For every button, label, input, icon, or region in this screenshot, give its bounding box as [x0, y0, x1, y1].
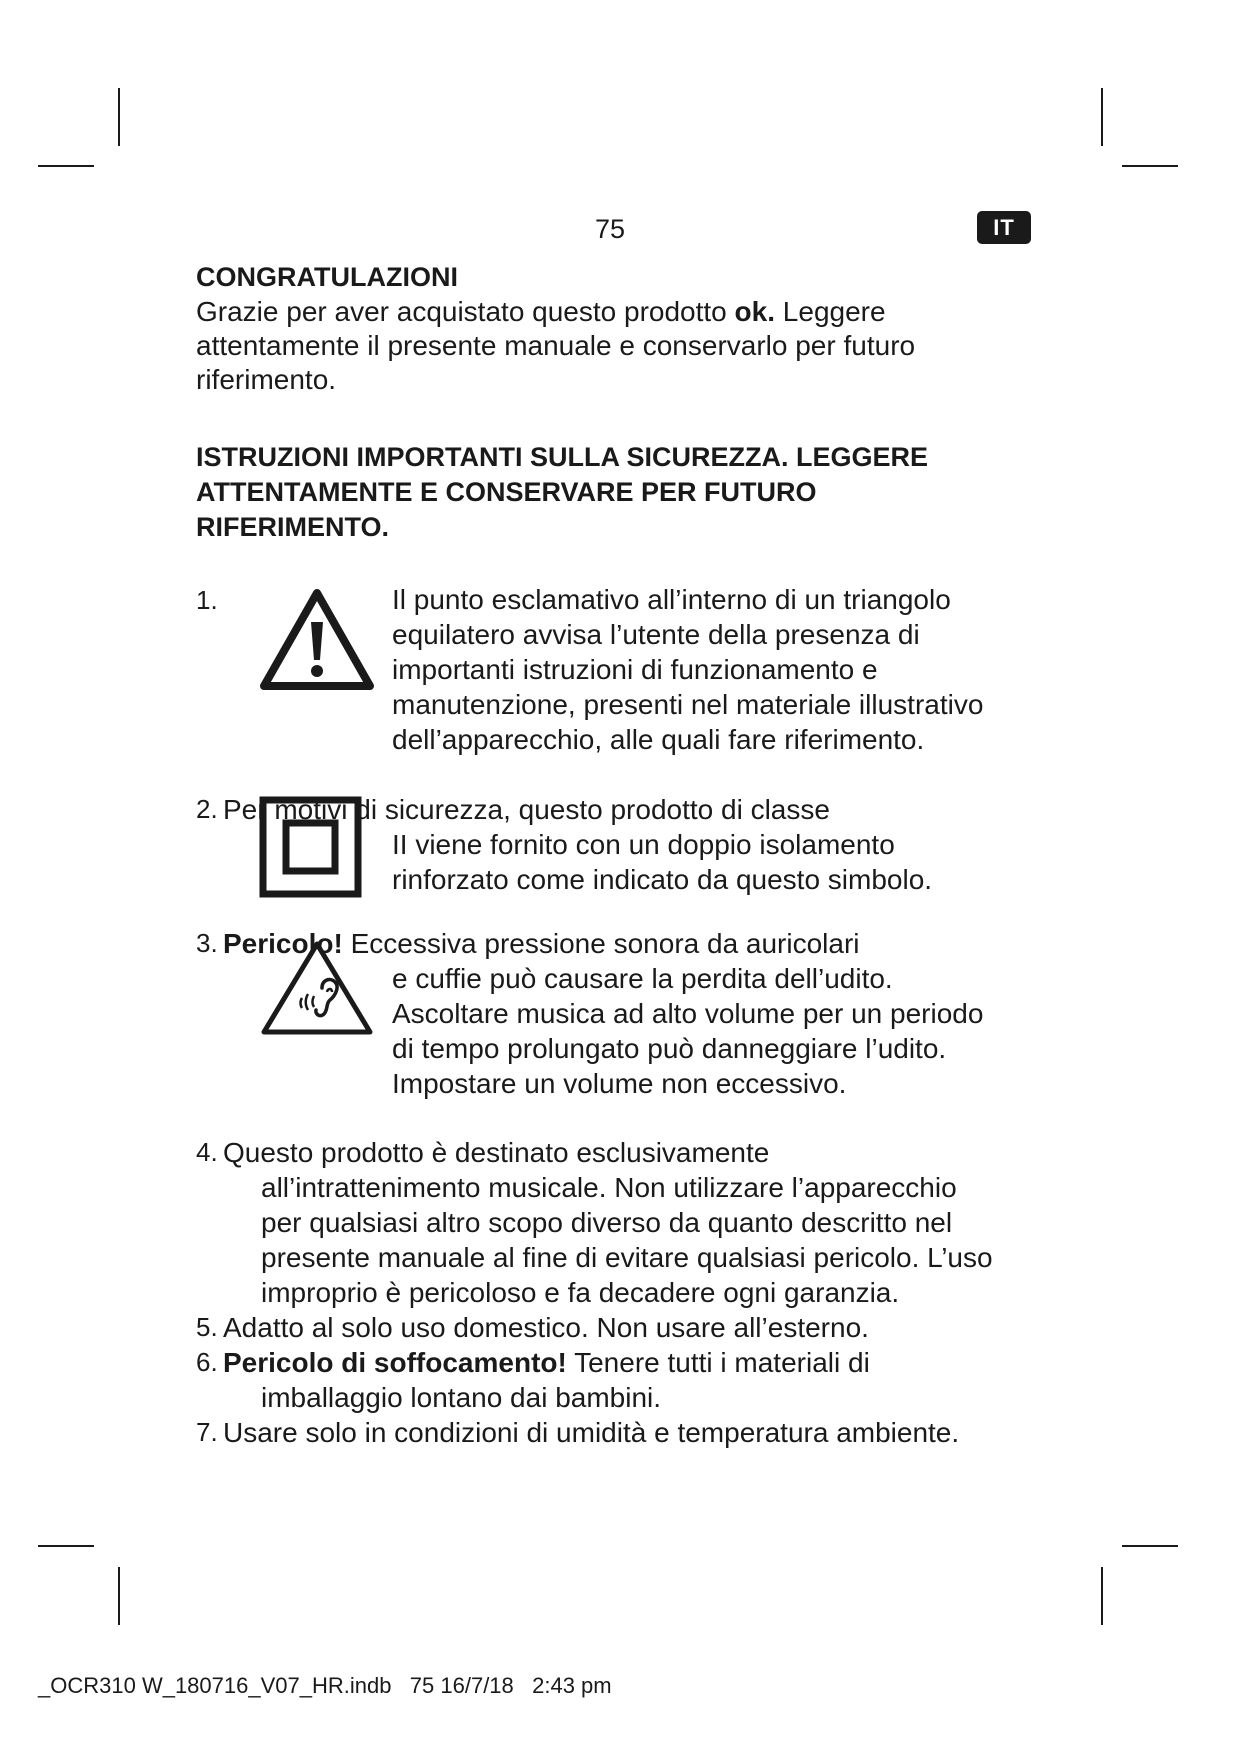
item-text: II viene fornito con un doppio isolamento rinforzato come indicato da questo simbolo.	[392, 829, 933, 895]
warning-triangle-icon	[260, 588, 374, 692]
item-text: Questo prodotto è destinato esclusivamente all’intrattenimento musicale. Non utilizzare l’apparecchio per qualsiasi altro scopo diverso da quanto descritto nel presente manuale al fine di evitare qualsiasi pericolo. L’uso improprio è pericoloso e fa decadere ogni garanzia.	[223, 1137, 993, 1308]
crop-mark	[1122, 165, 1178, 167]
intro-title: CONGRATULAZIONI	[196, 262, 458, 292]
crop-mark	[118, 1567, 120, 1625]
danger-label: Pericolo!	[223, 928, 343, 959]
page-number: 75	[594, 214, 626, 244]
crop-mark	[38, 1545, 94, 1547]
crop-mark	[1122, 1545, 1178, 1547]
item-first-line: Pericolo! Eccessiva pressione sonora da auricolari	[223, 928, 860, 959]
crop-mark	[38, 165, 94, 167]
item-text: Pericolo di soffocamento! Tenere tutti i materiali di imballaggio lontano dai bambini.	[223, 1347, 870, 1413]
item-text: Il punto esclamativo all’interno di un triangolo equilatero avvisa l’utente della presenza di importanti istruzioni di funzionamento e manutenzione, presenti nel materiale illustrativo dell’apparecchio, alle quali fare riferimento.	[392, 584, 984, 755]
danger-label: Pericolo di soffocamento!	[223, 1347, 567, 1378]
safety-heading: ISTRUZIONI IMPORTANTI SULLA SICUREZZA. LEGGERE ATTENTAMENTE E CONSERVARE PER FUTURO RIFERIMENTO.	[196, 442, 928, 542]
crop-mark	[118, 88, 120, 146]
intro-text: Grazie per aver acquistato questo prodotto ok. Leggere attentamente il presente manuale e conservarlo per futuro riferimento.	[196, 296, 916, 395]
print-slug: _OCR310 W_180716_V07_HR.indb 75 16/7/18 2:43 pm	[38, 1673, 612, 1698]
intro-section	[196, 260, 1046, 397]
item-text: e cuffie può causare la perdita dell’udito. Ascoltare musica ad alto volume per un periodo di tempo prolungato può danneggiare l’udito. Impostare un volume non eccessivo.	[392, 963, 984, 1099]
crop-mark	[1101, 88, 1103, 146]
crop-mark	[1101, 1567, 1103, 1625]
language-badge: IT	[977, 211, 1031, 244]
brand-name: ok.	[734, 296, 776, 327]
